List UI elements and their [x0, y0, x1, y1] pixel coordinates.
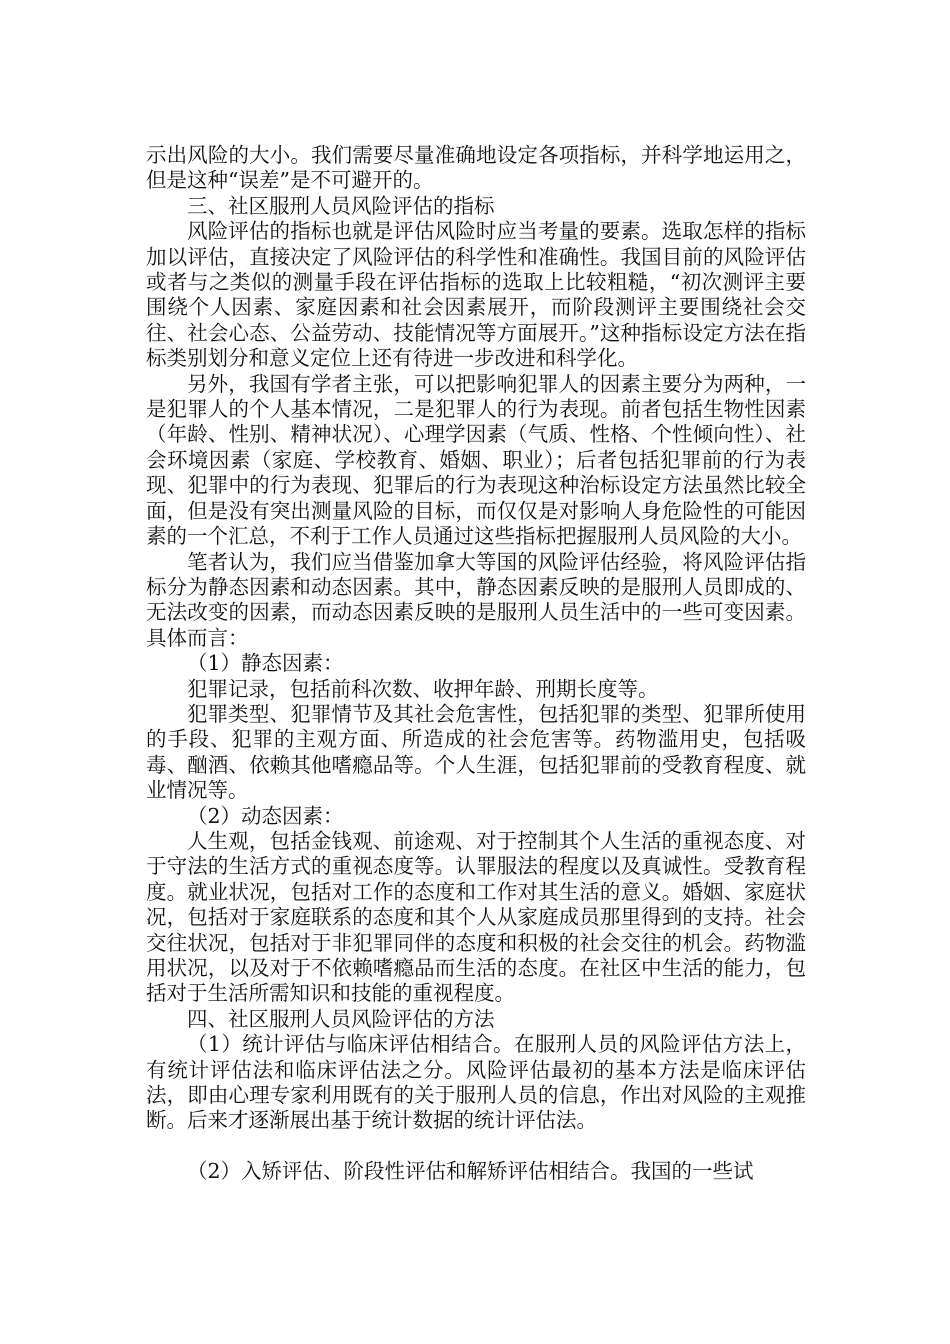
paragraph: 犯罪记录，包括前科次数、收押年龄、刑期长度等。	[187, 676, 659, 701]
paragraph-continuation: 示出风险的大小。我们需要尽量准确地设定各项指标，并科学地运用之，但是这种“误差”是不可避开的。	[146, 143, 806, 193]
paragraph: 犯罪类型、犯罪情节及其社会危害性，包括犯罪的类型、犯罪所使用的手段、犯罪的主观方面、所造成的社会危害等。药物滥用史，包括吸毒、酗酒、依赖其他嗜瘾品等。个人生涯，包括犯罪前的受教育程度、就业情况等。	[146, 701, 806, 803]
paragraph: （1）统计评估与临床评估相结合。在服刑人员的风险评估方法上，有统计评估法和临床评估法之分。风险评估最初的基本方法是临床评估法，即由心理专家利用既有的关于服刑人员的信息，作出对风险的主观推断。后来才逐渐展出基于统计数据的统计评估法。	[146, 1032, 806, 1133]
paragraph: （2）入矫评估、阶段性评估和解矫评估相结合。我国的一些试	[187, 1158, 754, 1183]
subheading-static-factors: （1）静态因素：	[187, 651, 344, 676]
paragraph: 另外，我国有学者主张，可以把影响犯罪人的因素主要分为两种，一是犯罪人的个人基本情况，二是犯罪人的行为表现。前者包括生物性因素（年龄、性别、精神状况）、心理学因素（气质、性格、个性倾向性）、社会环境因素（家庭、学校教育、婚姻、职业）；后者包括犯罪前的行为表现、犯罪中的行为表现、犯罪后的行为表现这种治标设定方法虽然比较全面，但是没有突出测量风险的目标，而仅仅是对影响人身危险性的可能因素的一个汇总，不利于工作人员通过这些指标把握服刑人员风险的大小。	[146, 371, 806, 549]
section-heading-3: 三、社区服刑人员风险评估的指标	[187, 193, 495, 218]
paragraph: 笔者认为，我们应当借鉴加拿大等国的风险评估经验，将风险评估指标分为静态因素和动态因素。其中，静态因素反映的是服刑人员即成的、无法改变的因素，而动态因素反映的是服刑人员生活中的一些可变因素。具体而言：	[146, 549, 806, 650]
paragraph: 人生观，包括金钱观、前途观、对于控制其个人生活的重视态度、对于守法的生活方式的重视态度等。认罪服法的程度以及真诚性。受教育程度。就业状况，包括对工作的态度和工作对其生活的意义。婚姻、家庭状况，包括对于家庭联系的态度和其个人从家庭成员那里得到的支持。社会交往状况，包括对于非犯罪同伴的态度和积极的社会交往的机会。药物滥用状况，以及对于不依赖嗜瘾品而生活的态度。在社区中生活的能力，包括对于生活所需知识和技能的重视程度。	[146, 828, 806, 1006]
subheading-dynamic-factors: （2）动态因素：	[187, 803, 344, 828]
document-page	[146, 143, 806, 1184]
paragraph: 风险评估的指标也就是评估风险时应当考量的要素。选取怎样的指标加以评估，直接决定了风险评估的科学性和准确性。我国目前的风险评估或者与之类似的测量手段在评估指标的选取上比较粗糙，“初次测评主要围绕个人因素、家庭因素和社会因素展开，而阶段测评主要围绕社会交往、社会心态、公益劳动、技能情况等方面展开。”这种指标设定方法在指标类别划分和意义定位上还有待进一步改进和科学化。	[146, 219, 806, 371]
section-heading-4: 四、社区服刑人员风险评估的方法	[187, 1006, 495, 1031]
